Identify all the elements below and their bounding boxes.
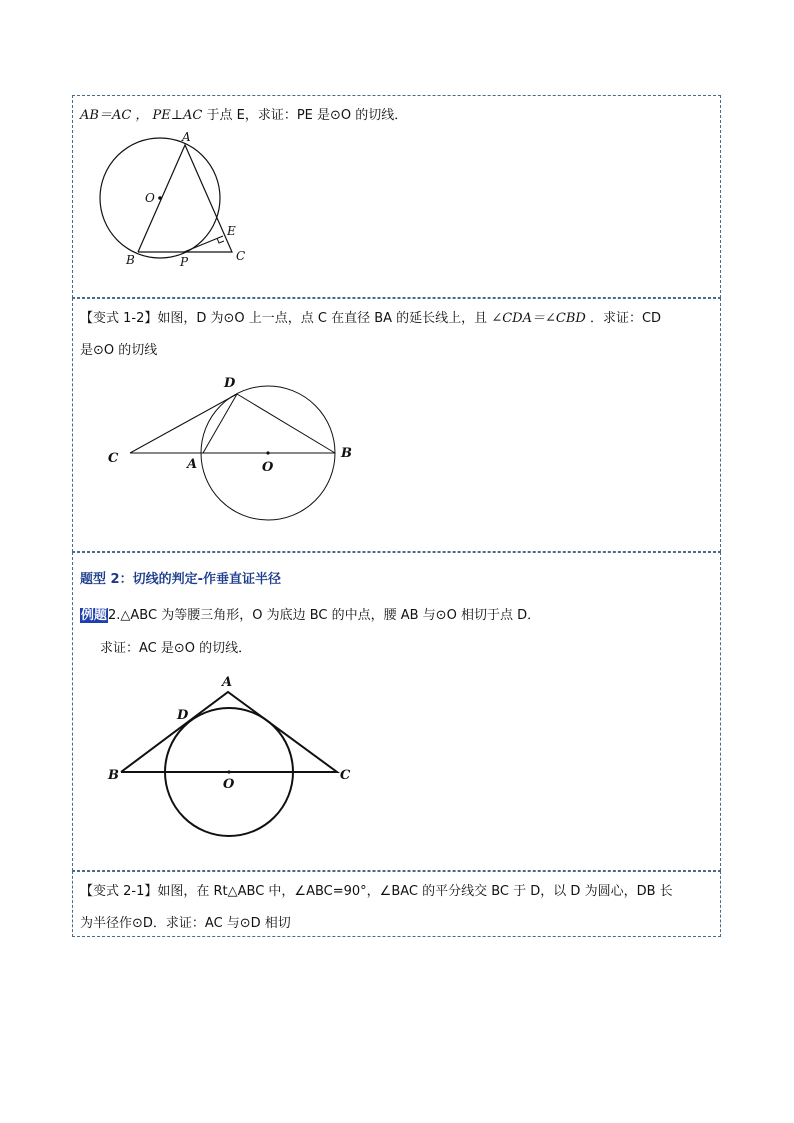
label-a: A <box>187 457 198 472</box>
figure-1 <box>95 128 275 268</box>
label-o: O <box>145 191 155 205</box>
figure-3 <box>100 670 360 845</box>
label-b: B <box>108 768 119 783</box>
segment-cd <box>130 394 237 453</box>
label-a: A <box>222 675 233 690</box>
variant-1-2-text-end: ．求证：CD <box>589 311 662 326</box>
center-dot <box>227 770 230 773</box>
example-2-statement <box>80 604 540 623</box>
variant-1-2-text: 【变式 1-2】如图，D 为⊙O 上一点，点 C 在直径 BA 的延长线上，且 <box>80 311 488 326</box>
label-b: B <box>341 446 352 461</box>
triangle-abc <box>121 692 337 772</box>
label-o: O <box>223 777 235 792</box>
label-d: D <box>224 376 236 391</box>
problem-1-statement <box>80 104 407 123</box>
label-p: P <box>180 255 189 268</box>
variant-1-2-math: ∠CDA＝∠CBD <box>491 311 586 326</box>
problem-1-text: 于点 E，求证：PE 是⊙O 的切线． <box>206 108 408 123</box>
variant-2-1-line-1: 【变式 2-1】如图，在 Rt△ABC 中，∠ABC=90°，∠BAC 的平分线交 BC 于 D，以 D 为圆心，DB 长 <box>80 884 673 899</box>
variant-2-1-line-2: 为半径作⊙D．求证：AC 与⊙D 相切 <box>80 916 291 931</box>
section-title: 题型 2：切线的判定-作垂直证半径 <box>80 572 281 587</box>
label-o: O <box>262 460 274 475</box>
example-tag: 例题 <box>81 608 108 623</box>
center-dot <box>266 451 269 454</box>
example-2-proof: 求证：AC 是⊙O 的切线． <box>100 641 252 656</box>
center-dot <box>158 196 162 200</box>
label-d: D <box>177 708 189 723</box>
variant-1-2-line-2: 是⊙O 的切线 <box>80 343 158 358</box>
label-b: B <box>126 253 135 267</box>
label-c: C <box>236 249 246 263</box>
label-a: A <box>182 130 191 144</box>
segment-db <box>237 394 335 453</box>
example-2-text: 2.△ABC 为等腰三角形，O 为底边 BC 的中点，腰 AB 与⊙O 相切于点 D． <box>108 608 541 623</box>
figure-2 <box>100 372 360 522</box>
label-c: C <box>108 451 119 466</box>
right-angle-mark <box>217 238 224 243</box>
label-e: E <box>227 224 236 238</box>
problem-1-math: AB＝AC ， PE⊥AC <box>80 108 203 123</box>
label-c: C <box>340 768 351 783</box>
variant-1-2-line-1 <box>80 307 661 326</box>
